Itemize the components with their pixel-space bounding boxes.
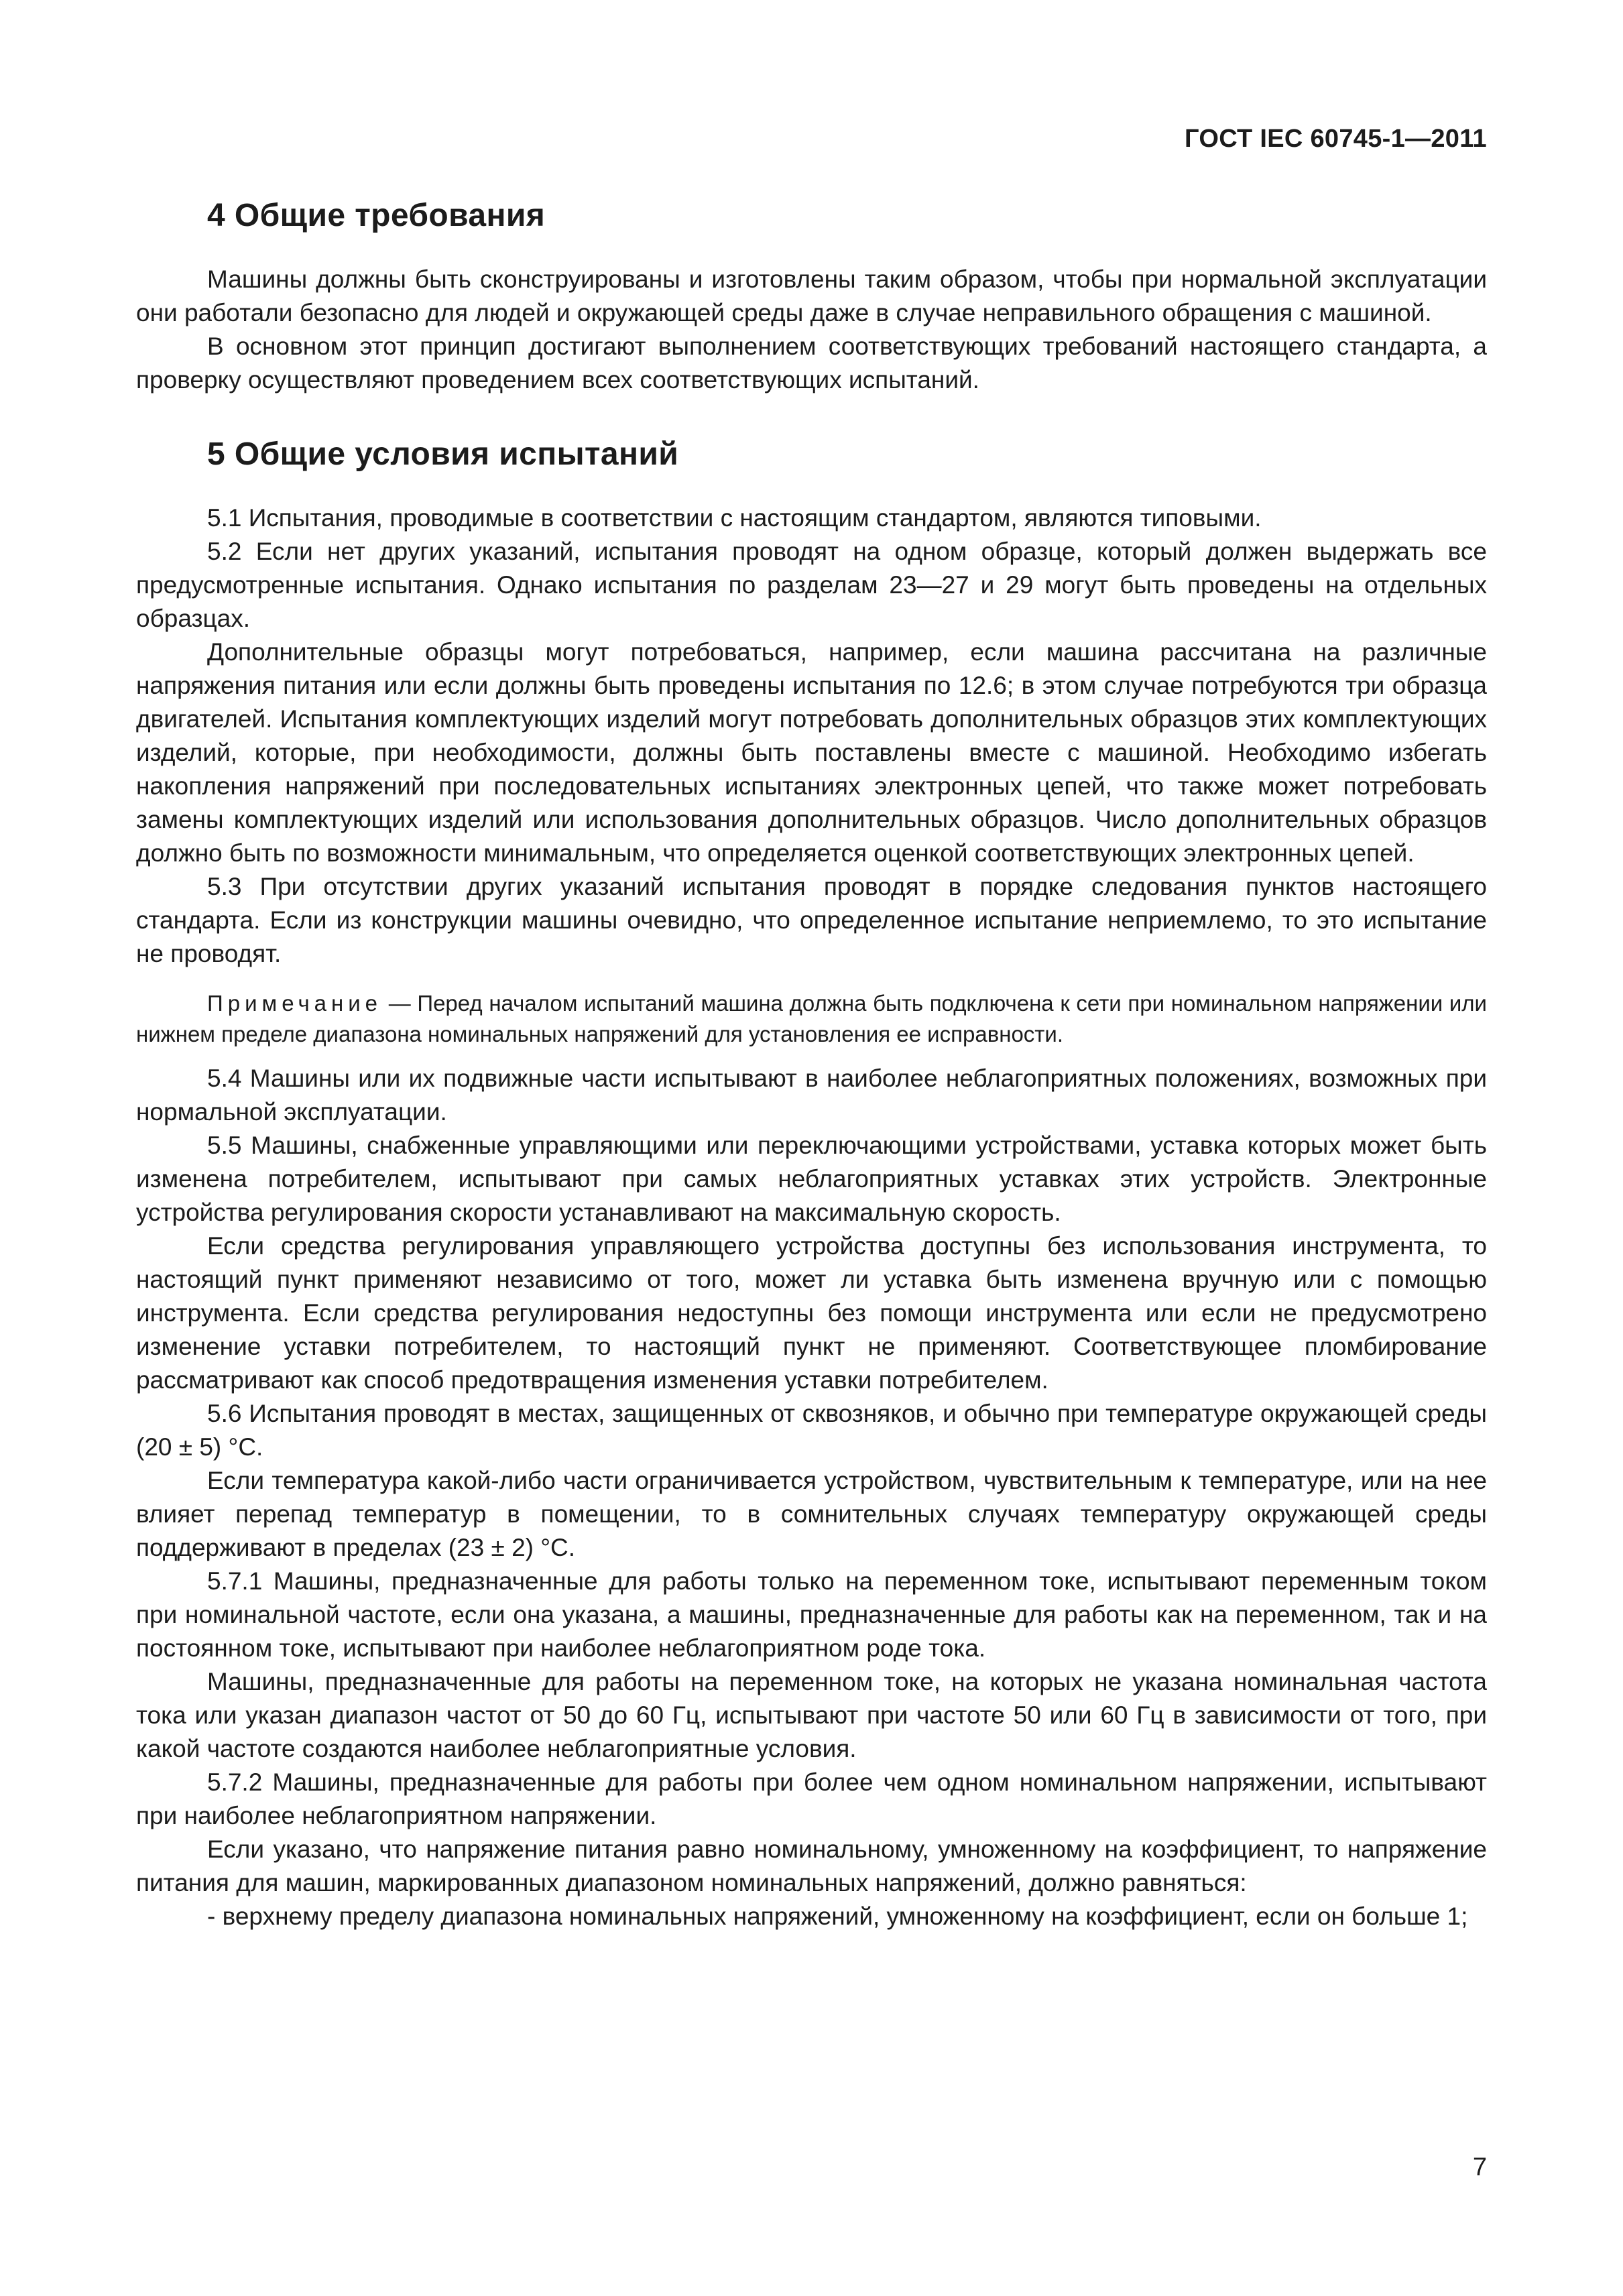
paragraph: 5.2 Если нет других указаний, испытания проводят на одном образце, который должен выдержать все предусмотренные испытания. Однако испытания по разделам 23—27 и 29 могут быть проведены на отдельных образцах.	[136, 538, 1487, 632]
paragraph: 5.5 Машины, снабженные управляющими или переключающими устройствами, уставка которых может быть изменена потребителем, испытывают при самых неблагоприятных уставках этих устройств. Электронные устройства регулирования скорости устанавливают на максимальную скорость.	[136, 1132, 1487, 1226]
section-4-heading: 4 Общие требования	[207, 198, 546, 233]
page-number: 7	[1472, 2153, 1487, 2181]
note-label: Примечание	[207, 991, 383, 1016]
paragraph: 5.6 Испытания проводят в местах, защищенных от сквозняков, и обычно при температуре окружающей среды (20 ± 5) °С.	[136, 1400, 1487, 1461]
paragraph: 5.1 Испытания, проводимые в соответствии с настоящим стандартом, являются типовыми.	[207, 504, 1262, 532]
section-5-heading: 5 Общие условия испытаний	[207, 436, 679, 472]
note	[136, 988, 1487, 1050]
paragraph: 5.4 Машины или их подвижные части испытывают в наиболее неблагоприятных положениях, возможных при нормальной эксплуатации.	[136, 1065, 1487, 1126]
paragraph: Дополнительные образцы могут потребоваться, например, если машина рассчитана на различные напряжения питания или если должны быть проведены испытания по 12.6; в этом случае потребуются три образца двигателей. Испытания комплектующих изделий могут потребовать дополнительных образцов этих комплектующих изделий, которые, при необходимости, должны быть поставлены вместе с машиной. Необходимо избегать накопления напряжений при последовательных испытаниях электронных цепей, что также может потребовать замены комплектующих изделий или использования дополнительных образцов. Число дополнительных образцов должно быть по возможности минимальным, что определяется оценкой соответствующих электронных цепей.	[136, 638, 1487, 867]
paragraph: 5.3 При отсутствии других указаний испытания проводят в порядке следования пунктов настоящего стандарта. Если из конструкции машины очевидно, что определенное испытание неприемлемо, то это испытание не проводят.	[136, 873, 1487, 967]
paragraph: Если средства регулирования управляющего устройства доступны без использования инструмента, то настоящий пункт применяют независимо от того, может ли уставка быть изменена вручную или с помощью инструмента. Если средства регулирования недоступны без помощи инструмента или если не предусмотрено изменение уставки потребителем, то настоящий пункт не применяют. Соответствующее пломбирование рассматривают как способ предотвращения изменения уставки потребителем.	[136, 1232, 1487, 1394]
section-4-body	[136, 263, 1487, 397]
standard-id-header: ГОСТ IEC 60745-1—2011	[1185, 125, 1487, 153]
page-content	[136, 194, 1487, 1933]
paragraph: Машины должны быть сконструированы и изготовлены таким образом, чтобы при нормальной эксплуатации они работали безопасно для людей и окружающей среды даже в случае неправильного обращения с машиной.	[136, 265, 1487, 326]
note-text: — Перед началом испытаний машина должна быть подключена к сети при номинальном напряжении или нижнем пределе диапазона номинальных напряжений для установления ее исправности.	[136, 991, 1487, 1046]
paragraph: Если указано, что напряжение питания равно номинальному, умноженному на коэффициент, то напряжение питания для машин, маркированных диапазоном номинальных напряжений, должно равняться:	[136, 1835, 1487, 1896]
paragraph: Машины, предназначенные для работы на переменном токе, на которых не указана номинальная частота тока или указан диапазон частот от 50 до 60 Гц, испытывают при частоте 50 или 60 Гц в зависимости от того, при какой частоте создаются наиболее неблагоприятные условия.	[136, 1668, 1487, 1762]
paragraph: 5.7.2 Машины, предназначенные для работы при более чем одном номинальном напряжении, испытывают при наиболее неблагоприятном напряжении.	[136, 1768, 1487, 1829]
section-5-body	[136, 501, 1487, 1933]
paragraph: Если температура какой-либо части ограничивается устройством, чувствительным к температуре, или на нее влияет перепад температур в помещении, то в сомнительных случаях температуру окружающей среды поддерживают в пределах (23 ± 2) °С.	[136, 1467, 1487, 1561]
paragraph: В основном этот принцип достигают выполнением соответствующих требований настоящего стандарта, а проверку осуществляют проведением всех соответствующих испытаний.	[136, 333, 1487, 394]
paragraph: - верхнему пределу диапазона номинальных напряжений, умноженному на коэффициент, если он больше 1;	[207, 1902, 1468, 1930]
paragraph: 5.7.1 Машины, предназначенные для работы только на переменном токе, испытывают переменным током при номинальной частоте, если она указана, а машины, предназначенные для работы как на переменном, так и на постоянном токе, испытывают при наиболее неблагоприятном роде тока.	[136, 1567, 1487, 1662]
